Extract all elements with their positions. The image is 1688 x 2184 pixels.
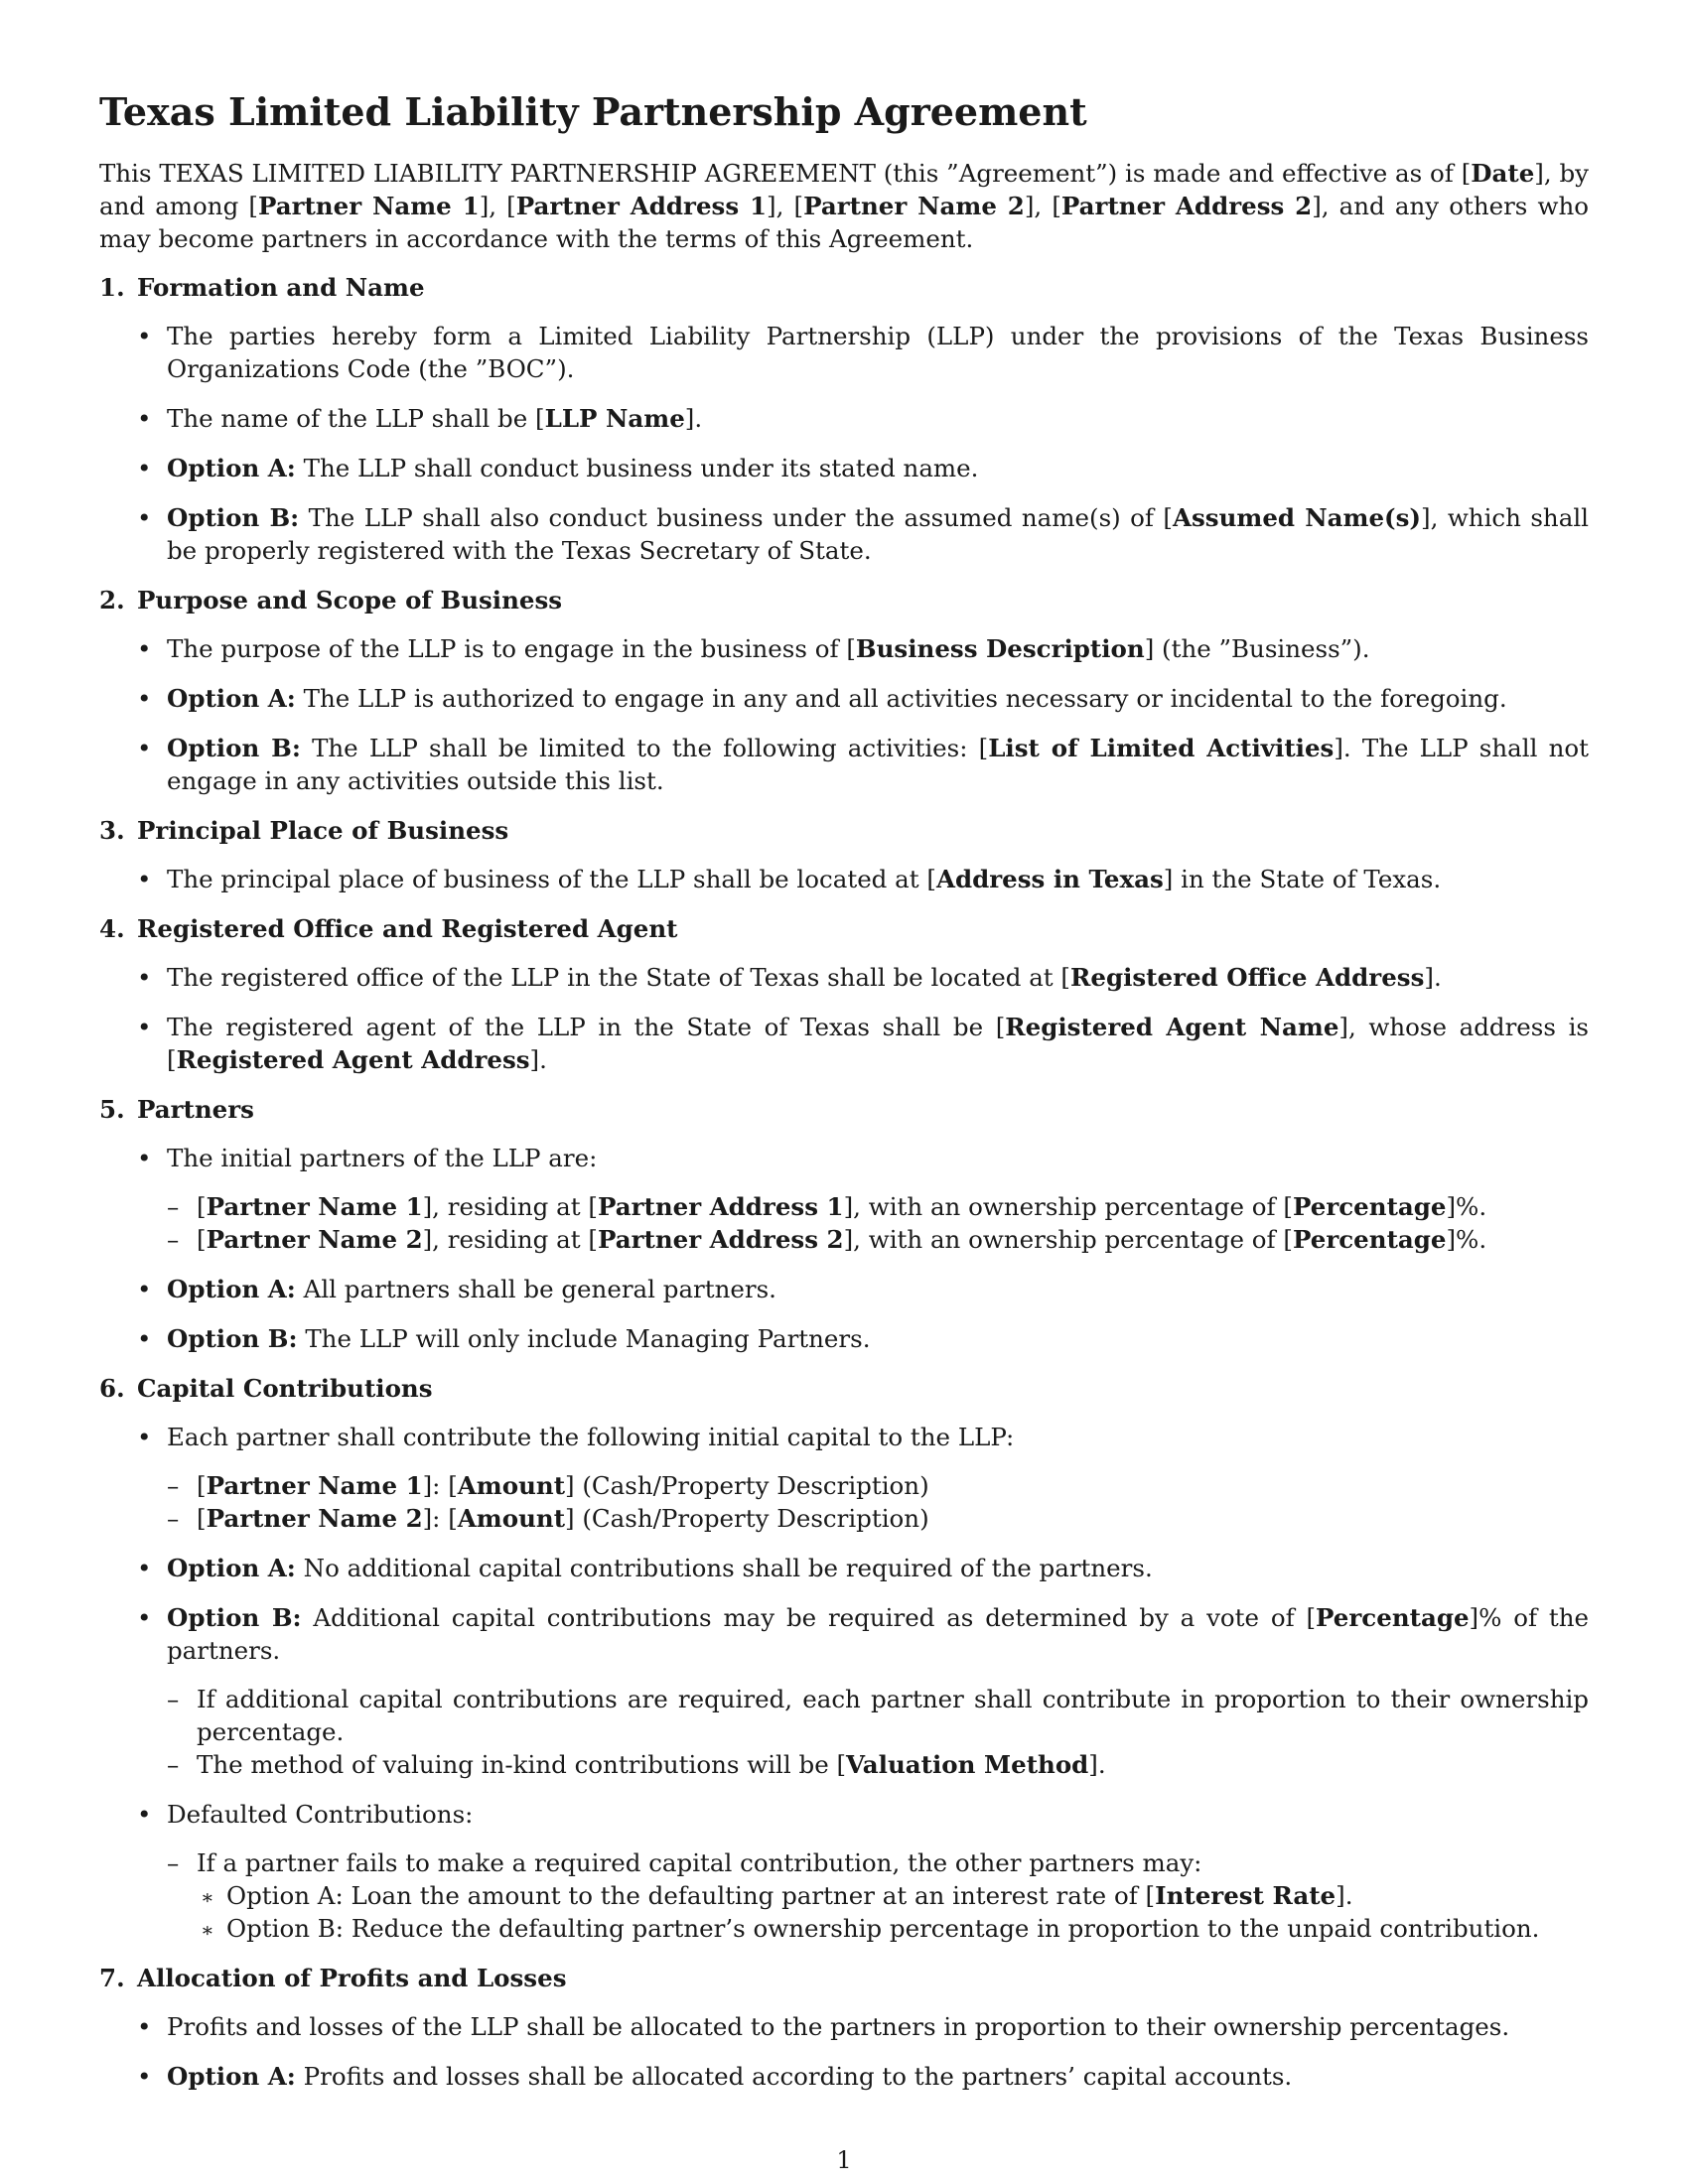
list-item: • Defaulted Contributions: – If a partner fails to make a required capital contribution, the other partners may: ∗ Option A: Loan the amount to the defaulting partner at an interest rate of [Interest Rate]. ∗ Option B: Reduce the defaulting partner’s ownership percentage in proportion to the unpaid contribution. <box>167 1798 1589 1945</box>
sub-item: – The method of valuing in-kind contributions will be [Valuation Method]. <box>197 1748 1589 1781</box>
sub-sub-item: ∗ Option A: Loan the amount to the defaulting partner at an interest rate of [Interest Rate]. <box>226 1879 1589 1912</box>
option-item: • Option A: The LLP shall conduct business under its stated name. <box>167 452 1589 484</box>
partner-entry: – [Partner Name 1], residing at [Partner Address 1], with an ownership percentage of [Percentage]%. <box>197 1190 1589 1223</box>
option-item: • Option A: Profits and losses shall be allocated according to the partners’ capital accounts. <box>167 2060 1589 2093</box>
list-item: • The registered agent of the LLP in the State of Texas shall be [Registered Agent Name], whose address is [Registered Agent Address]. <box>167 1011 1589 1076</box>
list-item: • Profits and losses of the LLP shall be allocated to the partners in proportion to their ownership percentages. <box>167 2010 1589 2043</box>
contribution-entry: – [Partner Name 2]: [Amount] (Cash/Property Description) <box>197 1502 1589 1535</box>
option-item: • Option B: The LLP shall also conduct business under the assumed name(s) of [Assumed Name(s)], which shall be properly registered with the Texas Secretary of State. <box>167 501 1589 567</box>
intro-paragraph: This TEXAS LIMITED LIABILITY PARTNERSHIP AGREEMENT (this ”Agreement”) is made and effective as of [Date], by and among [Partner Name 1], [Partner Address 1], [Partner Name 2], [Partner Address 2], and any others who may become partners in accordance with the terms of this Agreement. <box>99 158 1590 253</box>
section-title: Partners <box>137 1094 254 1124</box>
section-partners <box>137 1093 1589 1355</box>
list-item: • The purpose of the LLP is to engage in the business of [Business Description] (the ”Business”). <box>167 632 1589 665</box>
option-item: • Option A: The LLP is authorized to engage in any and all activities necessary or incidental to the foregoing. <box>167 682 1589 715</box>
option-item: • Option B: The LLP will only include Managing Partners. <box>167 1322 1589 1355</box>
option-item: • Option A: All partners shall be general partners. <box>167 1273 1589 1305</box>
section-title: Principal Place of Business <box>137 815 509 845</box>
section-title: Formation and Name <box>137 272 425 302</box>
contribution-entry: – [Partner Name 1]: [Amount] (Cash/Property Description) <box>197 1469 1589 1502</box>
section-formation-and-name <box>137 271 1589 567</box>
section-profits-and-losses <box>137 1962 1589 2093</box>
section-title: Purpose and Scope of Business <box>137 585 563 614</box>
page-number: 1 <box>836 2146 852 2174</box>
section-registered-office <box>137 912 1589 1076</box>
document-title: Texas Limited Liability Partnership Agreement <box>99 89 1087 134</box>
section-purpose-and-scope <box>137 584 1589 797</box>
section-title: Registered Office and Registered Agent <box>137 913 678 943</box>
option-item: • Option B: Additional capital contributions may be required as determined by a vote of [Percentage]% of the partners. – If additional capital contributions are required, each partner shall contribute in proportion to their ownership percentage. – The method of valuing in-kind contributions will be [Valuation Method]. <box>167 1601 1589 1781</box>
sub-item: – If a partner fails to make a required capital contribution, the other partners may: ∗ Option A: Loan the amount to the defaulting partner at an interest rate of [Interest Rate]. ∗ Option B: Reduce the defaulting partner’s ownership percentage in proportion to the unpaid contribution. <box>197 1846 1589 1945</box>
list-item: • The initial partners of the LLP are: – [Partner Name 1], residing at [Partner Address 1], with an ownership percentage of [Percentage]%. – [Partner Name 2], residing at [Partner Address 2], with an ownership percentage of [Percentage]%. <box>167 1142 1589 1256</box>
section-title: Capital Contributions <box>137 1373 433 1403</box>
option-item: • Option B: The LLP shall be limited to the following activities: [List of Limited Activities]. The LLP shall not engage in any activities outside this list. <box>167 732 1589 797</box>
list-item: • The registered office of the LLP in the State of Texas shall be located at [Registered Office Address]. <box>167 961 1589 994</box>
list-item: • The principal place of business of the LLP shall be located at [Address in Texas] in the State of Texas. <box>167 863 1589 895</box>
partner-entry: – [Partner Name 2], residing at [Partner Address 2], with an ownership percentage of [Percentage]%. <box>197 1223 1589 1256</box>
document-page <box>99 89 1589 2110</box>
section-title: Allocation of Profits and Losses <box>137 1963 567 1992</box>
sections-list <box>99 271 1589 2093</box>
section-principal-place <box>137 814 1589 895</box>
option-item: • Option A: No additional capital contributions shall be required of the partners. <box>167 1552 1589 1584</box>
section-capital-contributions <box>137 1372 1589 1945</box>
sub-item: – If additional capital contributions are required, each partner shall contribute in proportion to their ownership percentage. <box>197 1683 1589 1748</box>
sub-sub-item: ∗ Option B: Reduce the defaulting partner’s ownership percentage in proportion to the unpaid contribution. <box>226 1912 1589 1945</box>
list-item: • The parties hereby form a Limited Liability Partnership (LLP) under the provisions of the Texas Business Organizations Code (the ”BOC”). <box>167 320 1589 385</box>
list-item: • The name of the LLP shall be [LLP Name]. <box>167 402 1589 435</box>
list-item: • Each partner shall contribute the following initial capital to the LLP: – [Partner Name 1]: [Amount] (Cash/Property Description) – [Partner Name 2]: [Amount] (Cash/Property Description) <box>167 1421 1589 1535</box>
